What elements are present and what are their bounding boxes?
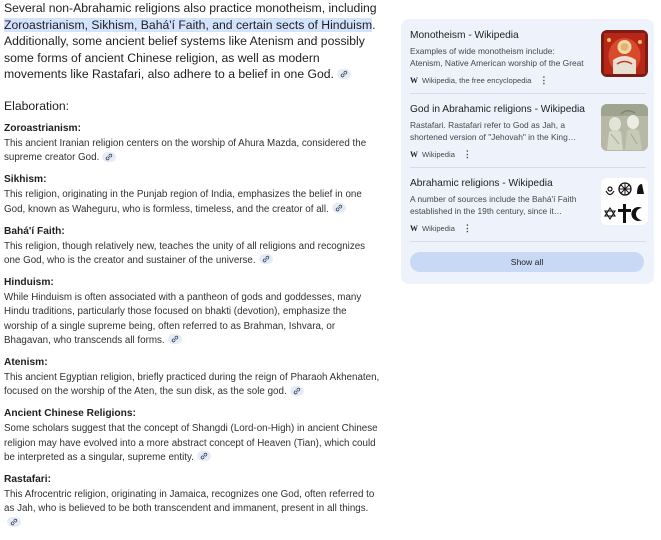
intro-post: . Additionally, some ancient belief systems like Atenism and possibly some forms of ancient Chinese religion, as well as modern movements like Rastafari, also adhere to a belief in one God. <box>4 17 376 82</box>
answer-column <box>4 0 382 540</box>
divider <box>410 167 646 168</box>
section-text-content: This ancient Iranian religion centers on the worship of Ahura Mazda, considered the supreme creator God. <box>4 137 367 164</box>
section-text-content: Some scholars suggest that the concept of Shangdi (Lord-on-High) in ancient Chinese religion may have evolved into a more abstract concept of Heaven (Tian), which could be interpreted as a singular, supreme entity. <box>4 423 378 463</box>
section-title: Rastafari: <box>4 474 51 486</box>
section-atenism <box>4 357 382 399</box>
citation-link-icon[interactable] <box>259 254 273 264</box>
citation-link-icon[interactable] <box>290 386 304 396</box>
section-hinduism <box>4 277 382 348</box>
source-title[interactable]: Monotheism - Wikipedia <box>410 30 519 41</box>
source-site: Wikipedia <box>422 150 455 159</box>
source-title[interactable]: Abrahamic religions - Wikipedia <box>410 178 553 189</box>
source-site: Wikipedia, the free encyclopedia <box>422 76 532 85</box>
citation-link-icon[interactable] <box>337 69 351 79</box>
religious-symbols-thumbnail-icon[interactable] <box>601 178 648 225</box>
wikipedia-icon: W <box>410 76 418 85</box>
source-card[interactable] <box>410 30 646 86</box>
divider <box>410 93 646 94</box>
section-text-content: This ancient Egyptian religion, briefly practiced during the reign of Pharaoh Akhenaten, focused on the worship of the Aten, the sun disk, as the sole god. <box>4 372 380 398</box>
section-text <box>4 137 382 165</box>
wikipedia-icon: W <box>410 150 418 159</box>
intro-paragraph <box>4 0 382 83</box>
intro-pre: Several non-Abrahamic religions also practice monotheism, including <box>4 1 377 15</box>
more-options-icon[interactable]: ⋮ <box>462 149 471 159</box>
elaboration-label: Elaboration: <box>4 98 70 113</box>
sections-list <box>4 123 382 531</box>
wikipedia-icon: W <box>410 224 418 233</box>
section-bahai <box>4 226 382 268</box>
section-ancient-chinese <box>4 408 382 465</box>
section-text <box>4 371 382 399</box>
section-title: Atenism: <box>4 357 48 368</box>
sculpture-thumbnail-icon[interactable] <box>601 104 648 151</box>
section-text-content: This religion, originating in the Punjab region of India, emphasizes the belief in one God, known as Waheguru, who is formless, timeless, and the creator of all. <box>4 189 362 215</box>
citation-link-icon[interactable] <box>197 451 211 461</box>
section-text-content: This religion, though relatively new, teaches the unity of all religions and recognizes one God, who is the creator and sustainer of the universe. <box>4 240 366 266</box>
source-card[interactable] <box>410 104 646 160</box>
divider <box>410 241 646 242</box>
section-sikhism <box>4 174 382 216</box>
more-options-icon[interactable]: ⋮ <box>462 223 471 233</box>
section-text <box>4 188 382 216</box>
more-options-icon[interactable]: ⋮ <box>539 75 548 85</box>
citation-link-icon[interactable] <box>7 517 21 527</box>
painting-thumbnail-icon[interactable] <box>601 30 648 77</box>
section-text-content: This Afrocentric religion, originating in Jamaica, recognizes one God, often referred to as Jah, who is believed to be both transcendent and immanent, present in all things. <box>4 489 375 515</box>
section-title: Sikhism: <box>4 174 47 186</box>
section-text-content: While Hinduism is often associated with a pantheon of gods and goddesses, many Hindu traditions, particularly those focused on bhakti (devotion), emphasize the worship of a single supreme being, often referred to as Brahman, Ishvara, or Bhagavan, who transcends all forms. <box>4 292 362 346</box>
section-title: Hinduism: <box>4 277 54 289</box>
source-title[interactable]: God in Abrahamic religions - Wikipedia <box>410 104 585 115</box>
section-text <box>4 422 382 465</box>
section-rastafari <box>4 474 382 531</box>
section-title: Bahá'í Faith: <box>4 225 65 237</box>
section-title: Ancient Chinese Religions: <box>4 408 136 420</box>
citation-link-icon[interactable] <box>332 203 346 213</box>
source-snippet: Rastafari. Rastafari refer to God as Jah, a shortened version of "Jehovah" in the King… <box>410 120 577 142</box>
source-card[interactable] <box>410 178 646 234</box>
citation-link-icon[interactable] <box>168 334 182 344</box>
source-snippet: A number of sources include the Bahá'í Faith established in the 19th century, since it… <box>410 194 577 216</box>
section-title: Zoroastrianism: <box>4 122 81 134</box>
section-zoroastrianism <box>4 123 382 165</box>
section-text <box>4 488 382 531</box>
section-text <box>4 240 382 268</box>
sources-panel <box>401 19 654 284</box>
source-snippet: Examples of wide monotheism include: Atenism, Native American worship of the Great <box>410 46 584 68</box>
citation-link-icon[interactable] <box>102 152 116 162</box>
show-all-button[interactable]: Show all <box>410 252 644 272</box>
source-site: Wikipedia <box>422 224 455 233</box>
intro-highlight[interactable]: Zoroastrianism, Sikhism, Bahá'í Faith, and certain sects of Hinduism <box>4 17 373 32</box>
section-text <box>4 291 382 348</box>
